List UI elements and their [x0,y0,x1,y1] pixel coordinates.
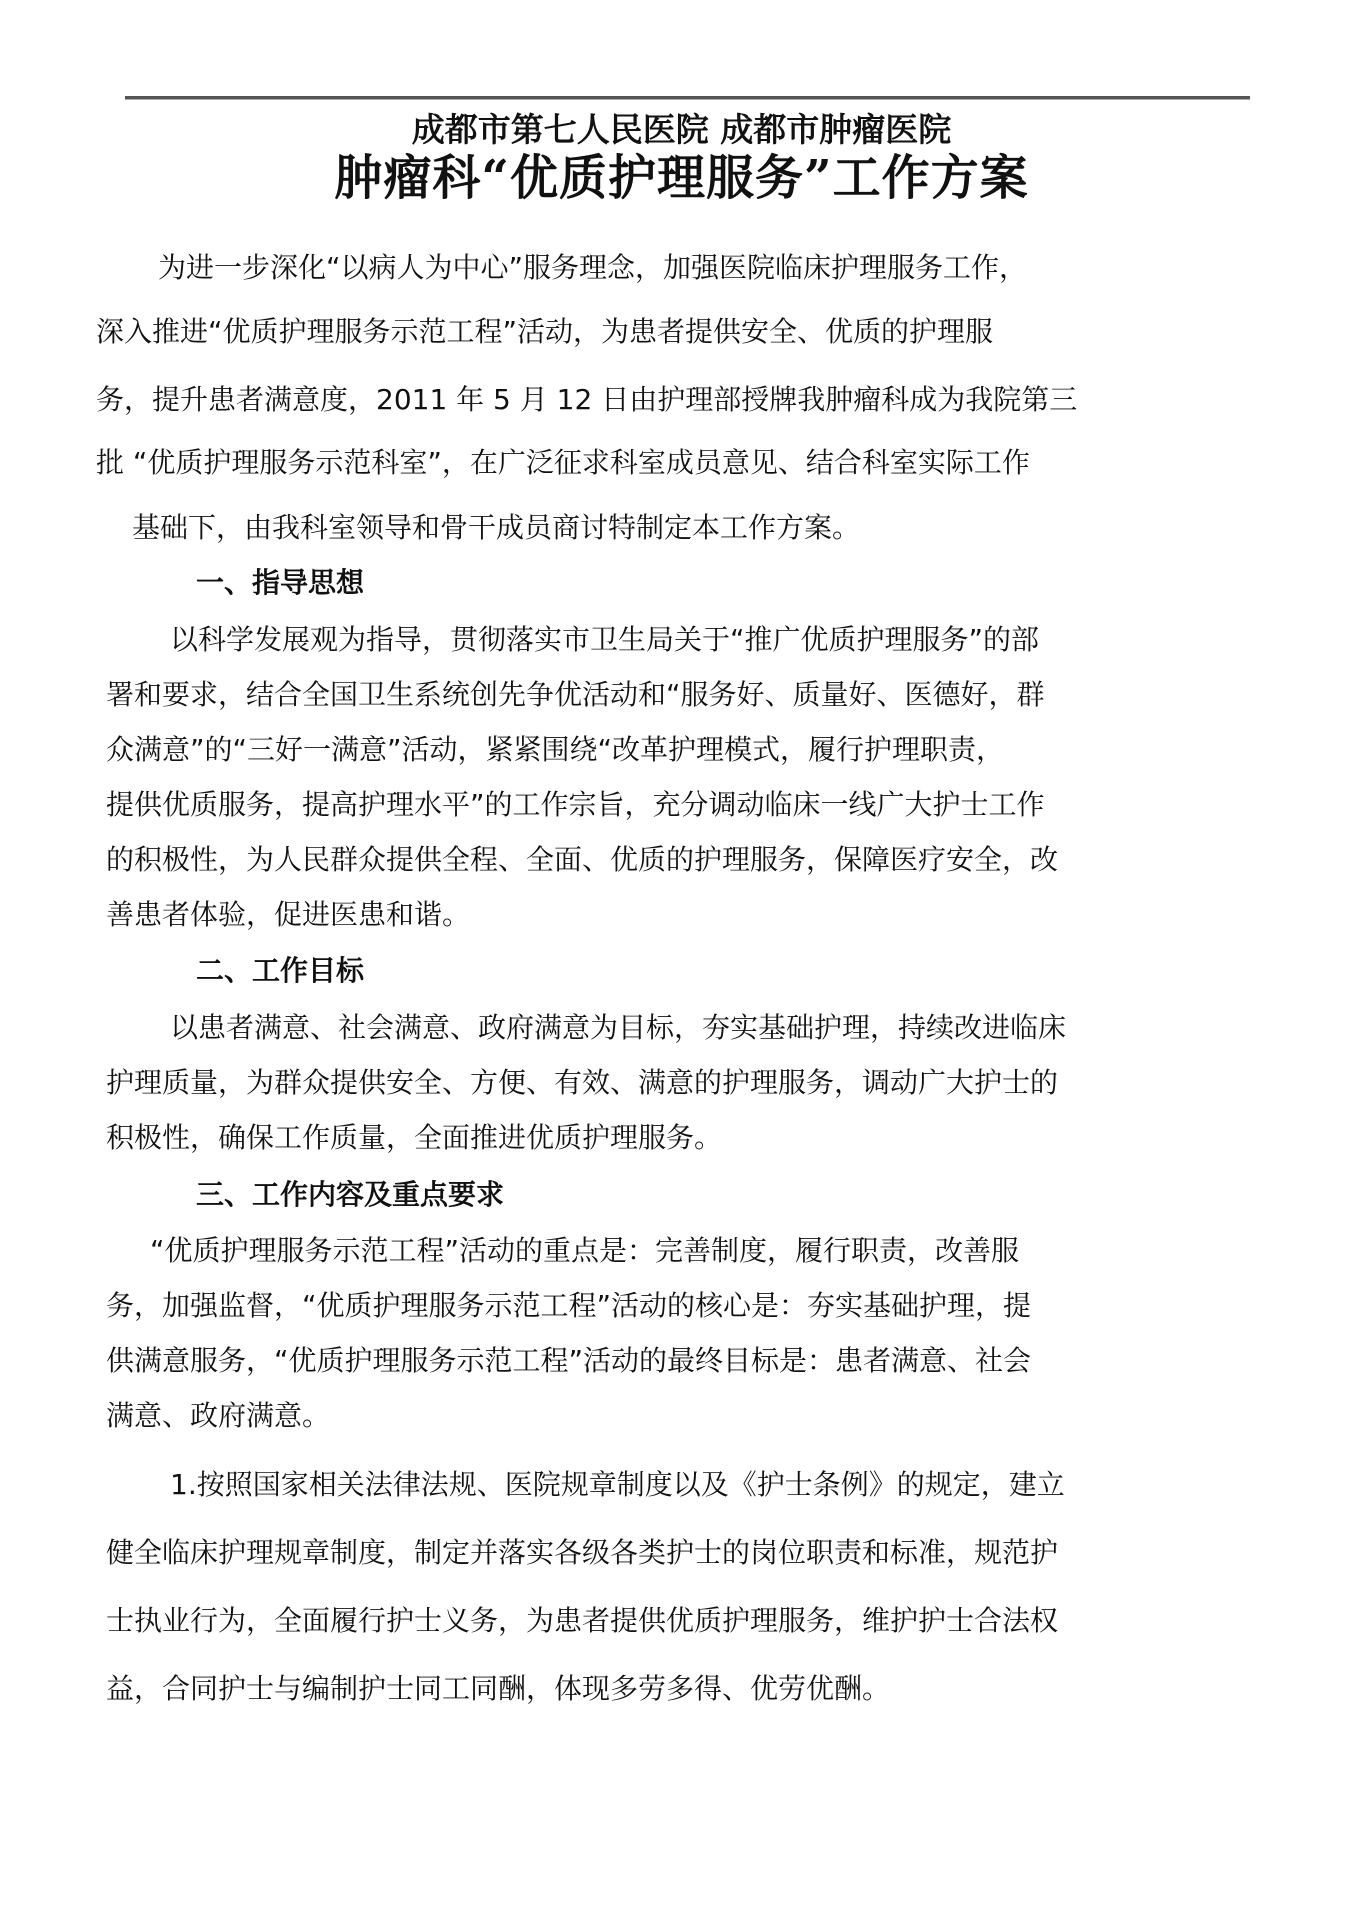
section1-line: 善患者体验，促进医患和谐。 [106,898,471,931]
item1-line: 1.按照国家相关法律法规、医院规章制度以及《护士条例》的规定，建立 [170,1468,1065,1501]
intro-line: 为进一步深化“以病人为中心”服务理念，加强医院临床护理服务工作， [158,251,1028,284]
intro-line: 深入推进“优质护理服务示范工程”活动，为患者提供安全、优质的护理服 [96,315,994,348]
section2-line: 积极性，确保工作质量，全面推进优质护理服务。 [106,1121,723,1154]
document-title: 肿瘤科“优质护理服务”工作方案 [334,150,1029,206]
intro-line: 务，提升患者满意度，2011 年 5 月 12 日由护理部授牌我肿瘤科成为我院第三 [96,383,1078,416]
intro-line: 批 “优质护理服务示范科室”，在广泛征求科室成员意见、结合科室实际工作 [96,446,1030,479]
section-heading: 三、工作内容及重点要求 [196,1178,505,1211]
item1-line: 健全临床护理规章制度，制定并落实各级各类护士的岗位职责和标准，规范护 [106,1536,1059,1569]
section1-line: 署和要求，结合全国卫生系统创先争优活动和“服务好、质量好、医德好，群 [106,678,1045,711]
section3-line: 务，加强监督，“优质护理服务示范工程”活动的核心是：夯实基础护理，提 [106,1289,1032,1322]
intro-line: 基础下，由我科室领导和骨干成员商讨特制定本工作方案。 [132,511,861,544]
section1-line: 提供优质服务，提高护理水平”的工作宗旨，充分调动临床一线广大护士工作 [106,788,1045,821]
section1-line: 的积极性，为人民群众提供全程、全面、优质的护理服务，保障医疗安全，改 [106,843,1059,876]
header-rule [125,96,1250,100]
section3-line: 供满意服务，“优质护理服务示范工程”活动的最终目标是：患者满意、社会 [106,1344,1032,1377]
section1-line: 众满意”的“三好一满意”活动，紧紧围绕“改革护理模式，履行护理职责， [106,733,1005,766]
item1-line: 益，合同护士与编制护士同工同酬，体现多劳多得、优劳优酬。 [106,1672,891,1705]
section-heading: 二、工作目标 [196,954,365,987]
hospital-name: 成都市第七人民医院 成都市肿瘤医院 [411,110,952,149]
section-heading: 一、指导思想 [196,566,365,599]
section3-line: 满意、政府满意。 [106,1399,331,1432]
item1-line: 士执业行为，全面履行护士义务，为患者提供优质护理服务，维护护士合法权 [106,1604,1059,1637]
section3-line: “优质护理服务示范工程”活动的重点是：完善制度，履行职责，改善服 [150,1234,1020,1267]
section1-line: 以科学发展观为指导，贯彻落实市卫生局关于“推广优质护理服务”的部 [170,623,1040,656]
section2-line: 以患者满意、社会满意、政府满意为目标，夯实基础护理，持续改进临床 [170,1011,1067,1044]
section2-line: 护理质量，为群众提供安全、方便、有效、满意的护理服务，调动广大护士的 [106,1066,1059,1099]
